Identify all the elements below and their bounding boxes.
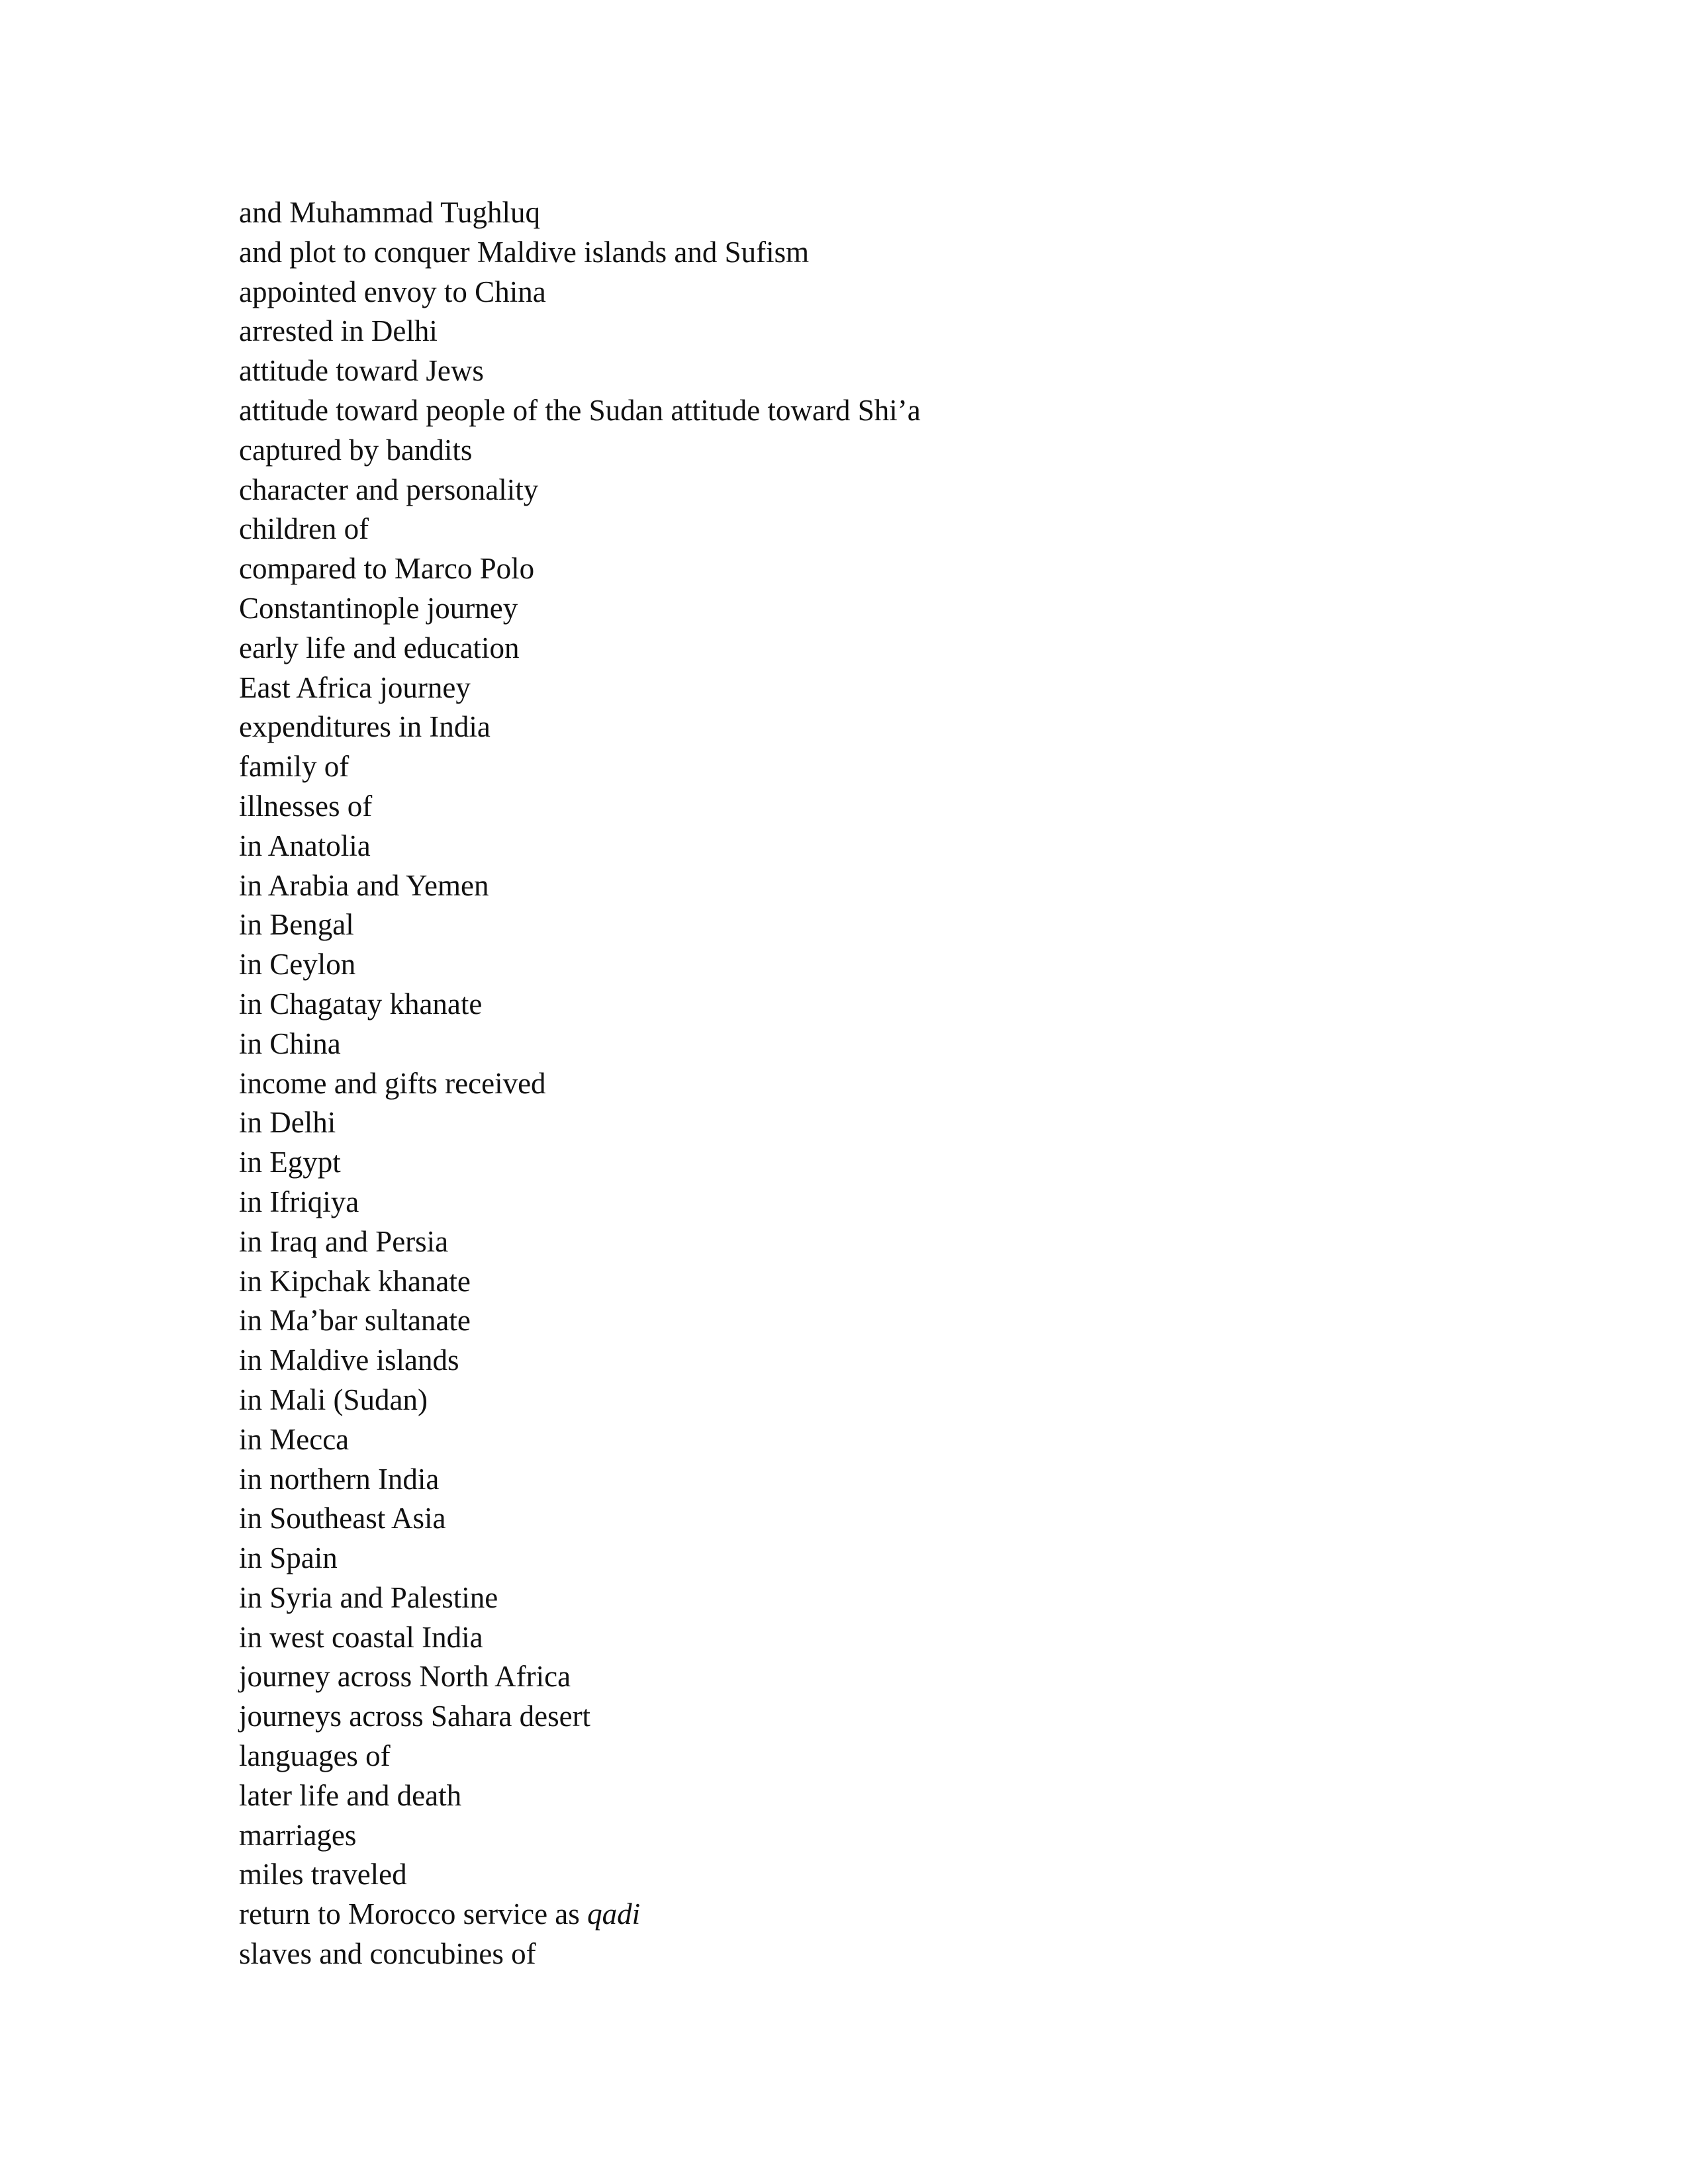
- index-entry: illnesses of: [239, 789, 373, 823]
- index-entry: miles traveled: [239, 1858, 407, 1891]
- index-entry-return-to-morocco: [239, 1895, 921, 1934]
- index-entry: slaves and concubines of: [239, 1937, 536, 1971]
- index-entry: in Southeast Asia: [239, 1502, 446, 1535]
- index-entry: journey across North Africa: [239, 1660, 571, 1694]
- index-entry: in Ma’bar sultanate: [239, 1304, 471, 1338]
- index-entry: captured by bandits: [239, 433, 473, 467]
- index-entry: arrested in Delhi: [239, 314, 438, 348]
- index-entry: in west coastal India: [239, 1620, 483, 1654]
- index-entry: journeys across Sahara desert: [239, 1700, 591, 1733]
- index-entry: in Anatolia: [239, 829, 371, 862]
- index-entry: early life and education: [239, 631, 520, 664]
- index-entry: in Iraq and Persia: [239, 1224, 449, 1258]
- index-entry: East Africa journey: [239, 670, 471, 704]
- index-entry: in Maldive islands: [239, 1343, 459, 1377]
- index-entry: in Mali (Sudan): [239, 1383, 428, 1416]
- index-entry: compared to Marco Polo: [239, 552, 535, 586]
- index-subentry-list: [239, 193, 921, 1974]
- index-entry-italic-term: qadi: [587, 1897, 641, 1931]
- index-entry: in Mecca: [239, 1422, 350, 1456]
- index-entry: in Arabia and Yemen: [239, 868, 489, 902]
- index-entry: in Kipchak khanate: [239, 1264, 471, 1298]
- index-entry: in Bengal: [239, 908, 354, 942]
- index-entry: in Chagatay khanate: [239, 987, 483, 1021]
- index-entry: attitude toward Jews: [239, 354, 484, 388]
- index-entry: children of: [239, 512, 369, 546]
- index-entry: in Syria and Palestine: [239, 1580, 498, 1614]
- index-entry: and Muhammad Tughluq: [239, 196, 541, 229]
- index-entry: and plot to conquer Maldive islands and Sufism: [239, 235, 810, 269]
- index-entry: in Egypt: [239, 1146, 341, 1179]
- index-entry: languages of: [239, 1739, 391, 1773]
- index-entry: in Ceylon: [239, 948, 356, 981]
- index-entry: Constantinople journey: [239, 591, 518, 625]
- index-entry-text: return to Morocco service as: [239, 1897, 588, 1931]
- index-entry: income and gifts received: [239, 1066, 546, 1100]
- index-entry: appointed envoy to China: [239, 275, 546, 308]
- index-entry: attitude toward people of the Sudan attitude toward Shi’a: [239, 393, 921, 427]
- index-entry: marriages: [239, 1818, 357, 1852]
- index-entry: in China: [239, 1026, 341, 1060]
- index-entry: in Delhi: [239, 1106, 336, 1140]
- index-entry: in Ifriqiya: [239, 1185, 359, 1218]
- index-entry: character and personality: [239, 473, 539, 506]
- index-entry: expenditures in India: [239, 710, 491, 744]
- index-entry: in northern India: [239, 1462, 440, 1496]
- index-entry: family of: [239, 750, 350, 784]
- index-entry: in Spain: [239, 1541, 338, 1575]
- index-entry: later life and death: [239, 1778, 462, 1812]
